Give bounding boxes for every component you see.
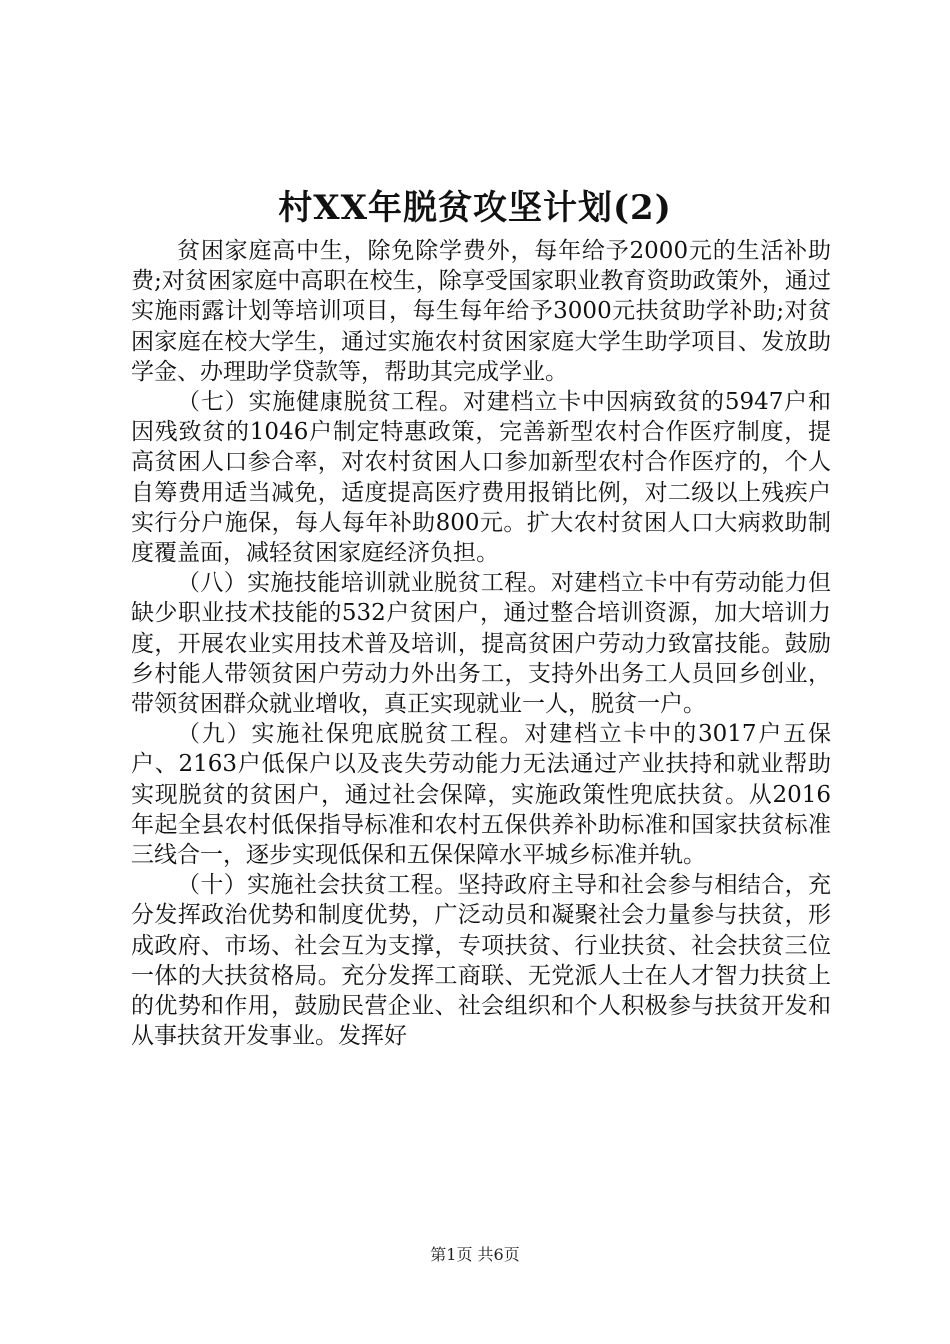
paragraph-skills-training: （八）实施技能培训就业脱贫工程。对建档立卡中有劳动能力但缺少职业技术技能的532户贫困户，通过整合培训资源，加大培训力度，开展农业实用技术普及培训，提高贫困户劳动力致富技能。鼓励乡村能人带领贫困户劳动力外出务工，支持外出务工人员回乡创业，带领贫困群众就业增收，真正实现就业一人，脱贫一户。 [131,570,831,718]
paragraph-social-poverty: （十）实施社会扶贫工程。坚持政府主导和社会参与相结合，充分发挥政治优势和制度优势，广泛动员和凝聚社会力量参与扶贫，形成政府、市场、社会互为支撑，专项扶贫、行业扶贫、社会扶贫三位一体的大扶贫格局。充分发挥工商联、无党派人士在人才智力扶贫上的优势和作用，鼓励民营企业、社会组织和个人积极参与扶贫开发和从事扶贫开发事业。发挥好 [131,872,831,1050]
document-title: 村XX年脱贫攻坚计划(2) [278,188,672,228]
paragraph-health-poverty: （七）实施健康脱贫工程。对建档立卡中因病致贫的5947户和因残致贫的1046户制定特惠政策，完善新型农村合作医疗制度，提高贫困人口参合率，对农村贫困人口参加新型农村合作医疗的，个人自筹费用适当减免，适度提高医疗费用报销比例，对二级以上残疾户实行分户施保，每人每年补助800元。扩大农村贫困人口大病救助制度覆盖面，减轻贫困家庭经济负担。 [131,389,831,567]
page-footer: 第1页 共6页 [430,1245,520,1264]
paragraph-education-subsidy: 贫困家庭高中生，除免除学费外，每年给予2000元的生活补助费;对贫困家庭中高职在校生，除享受国家职业教育资助政策外，通过实施雨露计划等培训项目，每生每年给予3000元扶贫助学补助;对贫困家庭在校大学生，通过实施农村贫困家庭大学生助学项目、发放助学金、办理助学贷款等，帮助其完成学业。 [131,238,831,385]
paragraph-social-security: （九）实施社保兜底脱贫工程。对建档立卡中的3017户五保户、2163户低保户以及丧失劳动能力无法通过产业扶持和就业帮助实现脱贫的贫困户，通过社会保障，实施政策性兜底扶贫。从2016年起全县农村低保指导标准和农村五保供养补助标准和国家扶贫标准三线合一，逐步实现低保和五保保障水平城乡标准并轨。 [131,721,831,869]
document-body [131,236,831,1051]
